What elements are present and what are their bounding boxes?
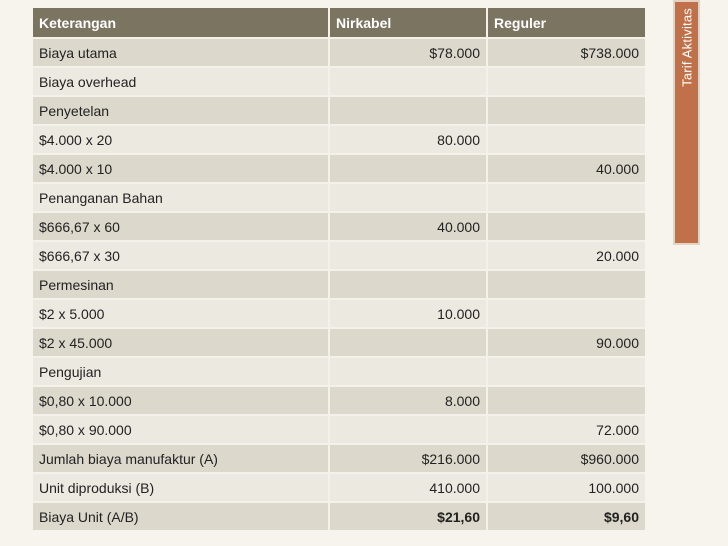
nirkabel-value — [329, 67, 487, 96]
reguler-value — [487, 299, 645, 328]
table-row — [33, 183, 645, 212]
row-label: $4.000 x 10 — [33, 154, 329, 183]
row-label: Biaya utama — [33, 38, 329, 67]
reguler-value — [487, 386, 645, 415]
cost-table — [33, 8, 645, 530]
table-row — [33, 299, 645, 328]
header-reguler: Reguler — [487, 8, 645, 38]
header-nirkabel: Nirkabel — [329, 8, 487, 38]
row-label: $666,67 x 30 — [33, 241, 329, 270]
reguler-value — [487, 125, 645, 154]
table-row — [33, 154, 645, 183]
reguler-value — [487, 270, 645, 299]
table-row — [33, 357, 645, 386]
row-label: Penanganan Bahan — [33, 183, 329, 212]
reguler-value: $9,60 — [487, 502, 645, 530]
table-row — [33, 473, 645, 502]
row-label: $0,80 x 10.000 — [33, 386, 329, 415]
nirkabel-value — [329, 415, 487, 444]
row-label: $0,80 x 90.000 — [33, 415, 329, 444]
row-label: Jumlah biaya manufaktur (A) — [33, 444, 329, 473]
row-label: $2 x 5.000 — [33, 299, 329, 328]
row-label: $2 x 45.000 — [33, 328, 329, 357]
table-row — [33, 67, 645, 96]
nirkabel-value — [329, 183, 487, 212]
nirkabel-value — [329, 270, 487, 299]
nirkabel-value — [329, 241, 487, 270]
reguler-value: 90.000 — [487, 328, 645, 357]
reguler-value: 72.000 — [487, 415, 645, 444]
table-row — [33, 125, 645, 154]
row-label: Unit diproduksi (B) — [33, 473, 329, 502]
reguler-value — [487, 357, 645, 386]
table-row — [33, 386, 645, 415]
row-label: Biaya overhead — [33, 67, 329, 96]
table-row — [33, 212, 645, 241]
nirkabel-value: $21,60 — [329, 502, 487, 530]
nirkabel-value: 80.000 — [329, 125, 487, 154]
row-label: Permesinan — [33, 270, 329, 299]
nirkabel-value — [329, 154, 487, 183]
header-keterangan: Keterangan — [33, 8, 329, 38]
table-row — [33, 444, 645, 473]
table-row — [33, 38, 645, 67]
reguler-value: 40.000 — [487, 154, 645, 183]
reguler-value: $738.000 — [487, 38, 645, 67]
nirkabel-value: $78.000 — [329, 38, 487, 67]
reguler-value — [487, 96, 645, 125]
table-row — [33, 241, 645, 270]
table-row — [33, 328, 645, 357]
reguler-value — [487, 212, 645, 241]
nirkabel-value — [329, 328, 487, 357]
table-header-row — [33, 8, 645, 38]
reguler-value — [487, 183, 645, 212]
nirkabel-value — [329, 357, 487, 386]
nirkabel-value: 410.000 — [329, 473, 487, 502]
row-label: Pengujian — [33, 357, 329, 386]
reguler-value: 100.000 — [487, 473, 645, 502]
row-label: $4.000 x 20 — [33, 125, 329, 154]
side-tab-label: Tarif Aktivitas — [679, 8, 694, 87]
row-label: Penyetelan — [33, 96, 329, 125]
nirkabel-value: 40.000 — [329, 212, 487, 241]
nirkabel-value: $216.000 — [329, 444, 487, 473]
table-row — [33, 270, 645, 299]
reguler-value: $960.000 — [487, 444, 645, 473]
table-row — [33, 415, 645, 444]
nirkabel-value: 10.000 — [329, 299, 487, 328]
side-tab — [673, 0, 700, 245]
table-row-total — [33, 502, 645, 530]
reguler-value: 20.000 — [487, 241, 645, 270]
row-label: Biaya Unit (A/B) — [33, 502, 329, 530]
nirkabel-value: 8.000 — [329, 386, 487, 415]
nirkabel-value — [329, 96, 487, 125]
table-row — [33, 96, 645, 125]
reguler-value — [487, 67, 645, 96]
row-label: $666,67 x 60 — [33, 212, 329, 241]
